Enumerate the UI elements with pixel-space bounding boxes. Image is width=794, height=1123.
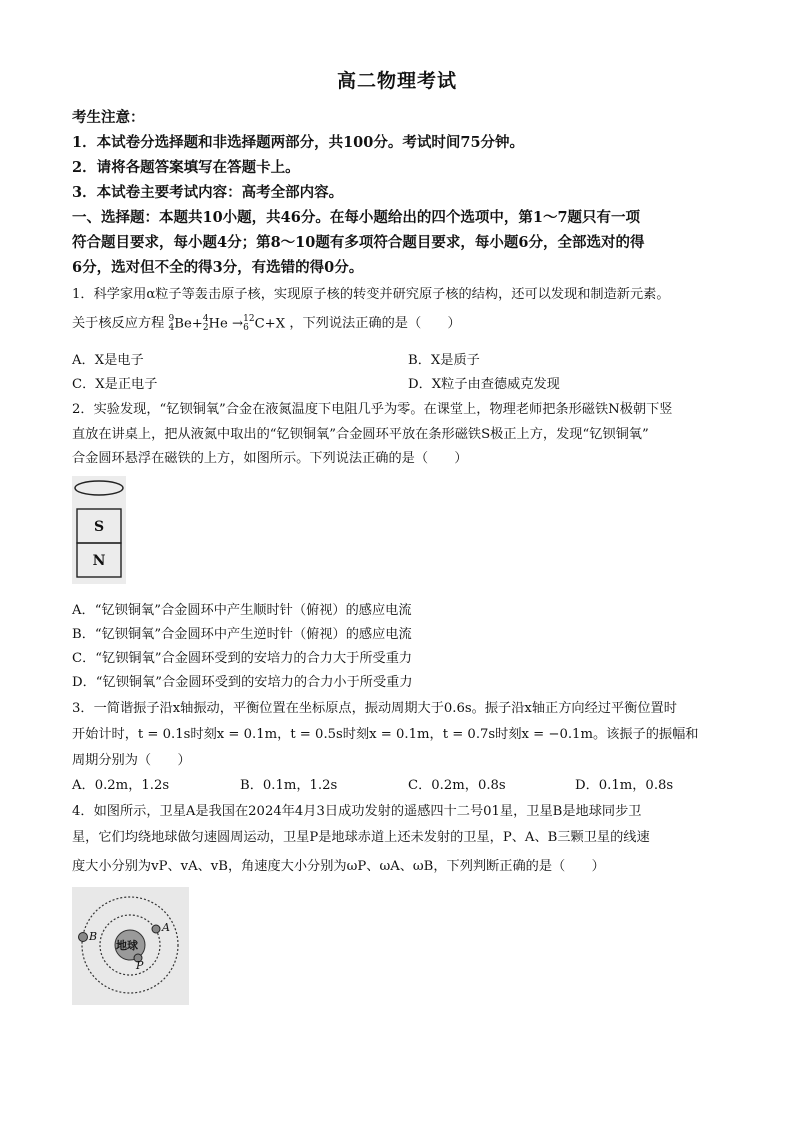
be-atomic-number: 4 [168,322,175,333]
section-instruction: 6分，选对但不全的得3分，有选错的得0分。 [72,259,364,276]
q1-stem-equation-line [72,312,461,333]
q1-prefix: 关于核反应方程 [72,316,165,331]
orbit-figure [72,887,189,1005]
q2-option-c[interactable]: C．“钇钡铜氧”合金圆环受到的安培力的合力大于所受重力 [72,651,413,666]
c-atomic-number: 6 [243,322,249,333]
q2-option-b[interactable]: B．“钇钡铜氧”合金圆环中产生逆时针（俯视）的感应电流 [72,627,412,642]
label-b: B [89,930,98,943]
label-p: P [136,959,144,972]
q3-stem: 开始计时，t = 0.1s时刻x = 0.1m，t = 0.5s时刻x = 0.1m，t = 0.7s时刻x = −0.1m。该振子的振幅和 [72,727,699,742]
magnet-figure [72,476,126,584]
q2-option-a[interactable]: A．“钇钡铜氧”合金圆环中产生顺时针（俯视）的感应电流 [72,603,412,618]
q2-stem: 2．实验发现，“钇钡铜氧”合金在液氮温度下电阻几乎为零。在课堂上，物理老师把条形磁铁N极朝下竖 [72,402,673,417]
notice-heading: 考生注意： [72,109,145,126]
q2-stem: 合金圆环悬浮在磁铁的上方，如图所示。下列说法正确的是（ ） [72,451,468,466]
s-pole-label: S [93,519,105,535]
section-instruction: 符合题目要求，每小题4分；第8～10题有多项符合题目要求，每小题6分，全部选对的得 [72,234,645,251]
section-instruction: 一、选择题：本题共10小题，共46分。在每小题给出的四个选项中，第1～7题只有一项 [72,209,641,226]
notice-item: 2．请将各题答案填写在答题卡上。 [72,159,300,176]
q4-stem: 度大小分别为vP、vA、vB，角速度大小分别为ωP、ωA、ωB，下列判断正确的是（ ） [72,859,605,874]
he-symbol: He [208,316,228,331]
q3-stem: 3．一简谐振子沿x轴振动，平衡位置在坐标原点，振动周期大于0.6s。振子沿x轴正方向经过平衡位置时 [72,701,677,716]
q1-option-c[interactable]: C．X是正电子 [72,377,158,392]
be-mass-number: 9 [168,313,175,324]
be-symbol: Be [174,316,192,331]
q3-option-b[interactable]: B．0.1m，1.2s [240,778,338,793]
c-symbol: C [254,316,265,331]
c-mass-number: 12 [243,313,255,324]
q1-suffix: ，下列说法正确的是（ ） [289,316,461,331]
q2-option-d[interactable]: D．“钇钡铜氧”合金圆环受到的安培力的合力小于所受重力 [72,675,413,690]
q1-option-b[interactable]: B．X是质子 [408,353,480,368]
q1-stem: 1．科学家用α粒子等轰击原子核，实现原子核的转变并研究原子核的结构，还可以发现和制造新元素。 [72,287,670,302]
q3-option-c[interactable]: C．0.2m，0.8s [408,778,506,793]
satellite-b-icon [79,933,88,942]
q3-option-a[interactable]: A．0.2m，1.2s [72,778,170,793]
notice-item: 3．本试卷主要考试内容：高考全部内容。 [72,184,344,201]
he-mass-number: 4 [202,313,209,324]
q1-option-a[interactable]: A．X是电子 [72,353,144,368]
q4-stem: 4．如图所示，卫星A是我国在2024年4月3日成功发射的遥感四十二号01星，卫星B是地球同步卫 [72,804,642,819]
q3-option-d[interactable]: D．0.1m，0.8s [575,778,674,793]
n-pole-label: N [92,553,106,569]
nuclear-equation: 9 4 Be+ 4 2 He → 12 6 C+X [168,313,286,333]
q3-stem: 周期分别为（ ） [72,753,191,768]
he-atomic-number: 2 [202,322,209,333]
x-symbol: X [275,316,286,331]
satellite-a-icon [152,925,160,933]
q4-stem: 星，它们均绕地球做匀速圆周运动，卫星P是地球赤道上还未发射的卫星，P、A、B三颗卫星的线速 [72,830,650,845]
q2-stem: 直放在讲桌上，把从液氮中取出的“钇钡铜氧”合金圆环平放在条形磁铁S极正上方，发现“钇钡铜氧” [72,427,649,442]
notice-item: 1．本试卷分选择题和非选择题两部分，共100分。考试时间75分钟。 [72,134,525,151]
earth-label: 地球 [116,939,138,952]
q1-option-d[interactable]: D．X粒子由查德威克发现 [408,377,560,392]
page-title: 高二物理考试 [336,70,457,92]
label-a: A [162,921,170,934]
superconducting-ring [75,481,123,495]
